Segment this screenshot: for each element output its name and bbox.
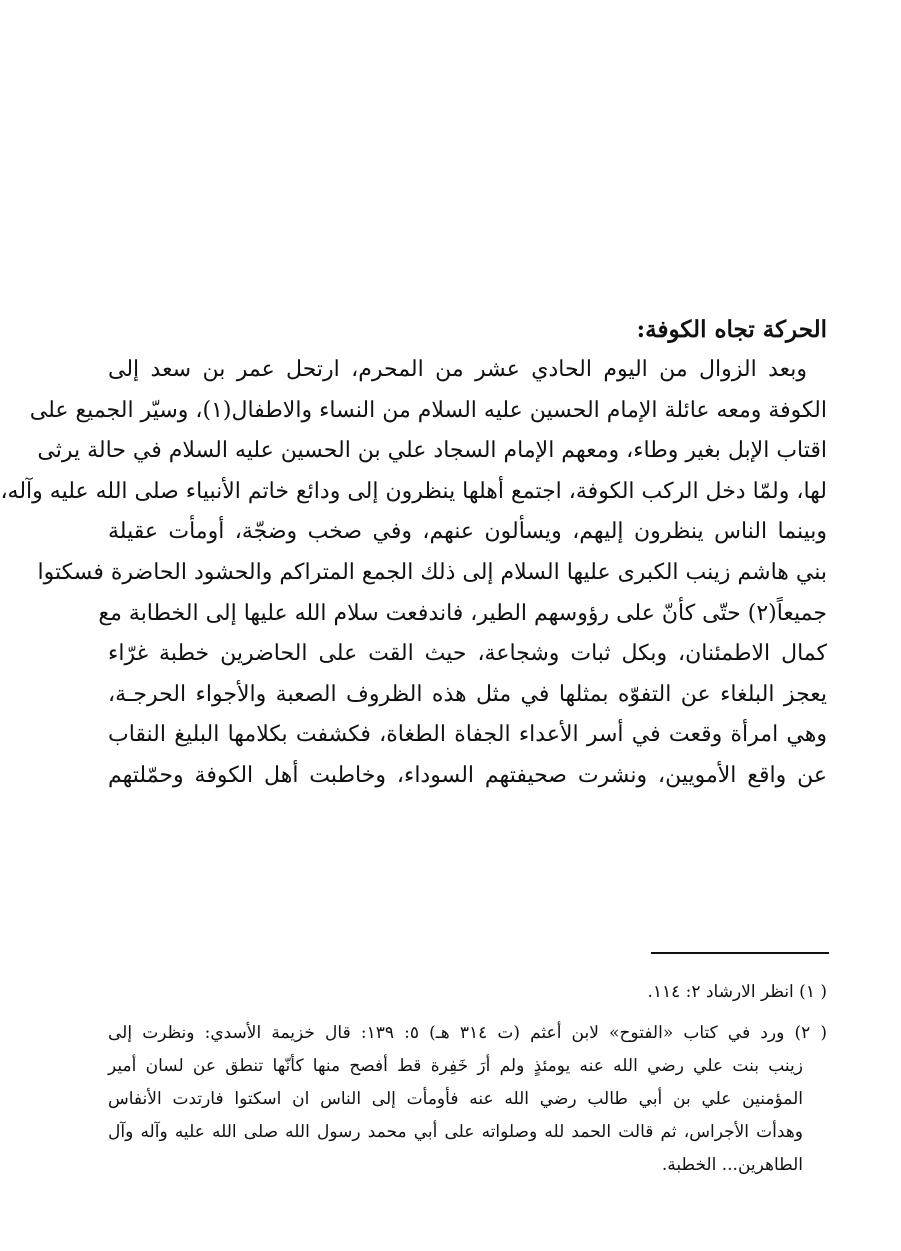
body-line: لها، ولمّا دخل الركب الكوفة، اجتمع أهلها ينظرون إلى ودائع خاتم الأنبياء صلى الله عليه وآله،: [0, 478, 827, 504]
footnote-2-line: زينب بنت علي رضي الله عنه يومئذٍ ولم أرَ خَفِرة قط أفصح منها كأنّها تنطق عن لسان أمير: [108, 1056, 803, 1076]
footnote-2-line: المؤمنين علي بن أبي طالب رضي الله عنه فأومأت إلى الناس ان اسكتوا فارتدت الأنفاس: [108, 1089, 803, 1109]
footnote-divider: [651, 952, 829, 954]
footnote-2-line: ( ٢) ورد في كتاب «الفتوح» لابن أعثم (ت ٣١٤ هـ) ٥: ١٣٩: قال خزيمة الأسدي: ونظرت إلى: [108, 1023, 827, 1043]
body-line: بني هاشم زينب الكبرى عليها السلام إلى ذلك الجمع المتراكم والحشود الحاضرة فسكتوا: [37, 559, 827, 585]
footnote-1: ( ١) انظر الارشاد ٢: ١١٤.: [647, 982, 827, 1002]
body-line: جميعاً(٢) حتّى كأنّ على رؤوسهم الطير، فاندفعت سلام الله عليها إلى الخطابة مع: [98, 600, 827, 626]
body-line: كمال الاطمئنان، وبكل ثبات وشجاعة، حيث القت على الحاضرين خطبة غرّاء: [108, 641, 827, 667]
footnotes: [108, 976, 827, 1182]
body-line: وبينما الناس ينظرون إليهم، ويسألون عنهم، وفي صخب وضجّة، أومأت عقيلة: [108, 519, 827, 545]
body-line: يعجز البلغاء عن التفوّه بمثلها في مثل هذه الظروف الصعبة والأجواء الحرجـة،: [108, 681, 828, 707]
footnote-2-line: الطاهرين... الخطبة.: [661, 1155, 803, 1175]
footnote-2-line: وهدأت الأجراس، ثم قالت الحمد لله وصلواته على أبي محمد رسول الله صلى الله عليه وآله وآل: [108, 1122, 803, 1142]
body-line: الكوفة ومعه عائلة الإمام الحسين عليه السلام من النساء والاطفال(١)، وسيّر الجميع على: [29, 397, 827, 423]
main-text: [0, 310, 828, 797]
section-heading: الحركة تجاه الكوفة:: [636, 316, 827, 343]
body-line: وبعد الزوال من اليوم الحادي عشر من المحرم، ارتحل عمر بن سعد إلى: [108, 357, 807, 382]
body-line: اقتاب الإبل بغير وطاء، ومعهم الإمام السجاد علي بن الحسين عليه السلام في حالة يرثى: [37, 438, 827, 464]
body-line: عن واقع الأمويين، ونشرت صحيفتهم السوداء، وخاطبت أهل الكوفة وحمّلتهم: [108, 762, 827, 788]
body-line: وهي امرأة وقعت في أسر الأعداء الجفاة الطغاة، فكشفت بكلامها البليغ النقاب: [108, 722, 827, 748]
